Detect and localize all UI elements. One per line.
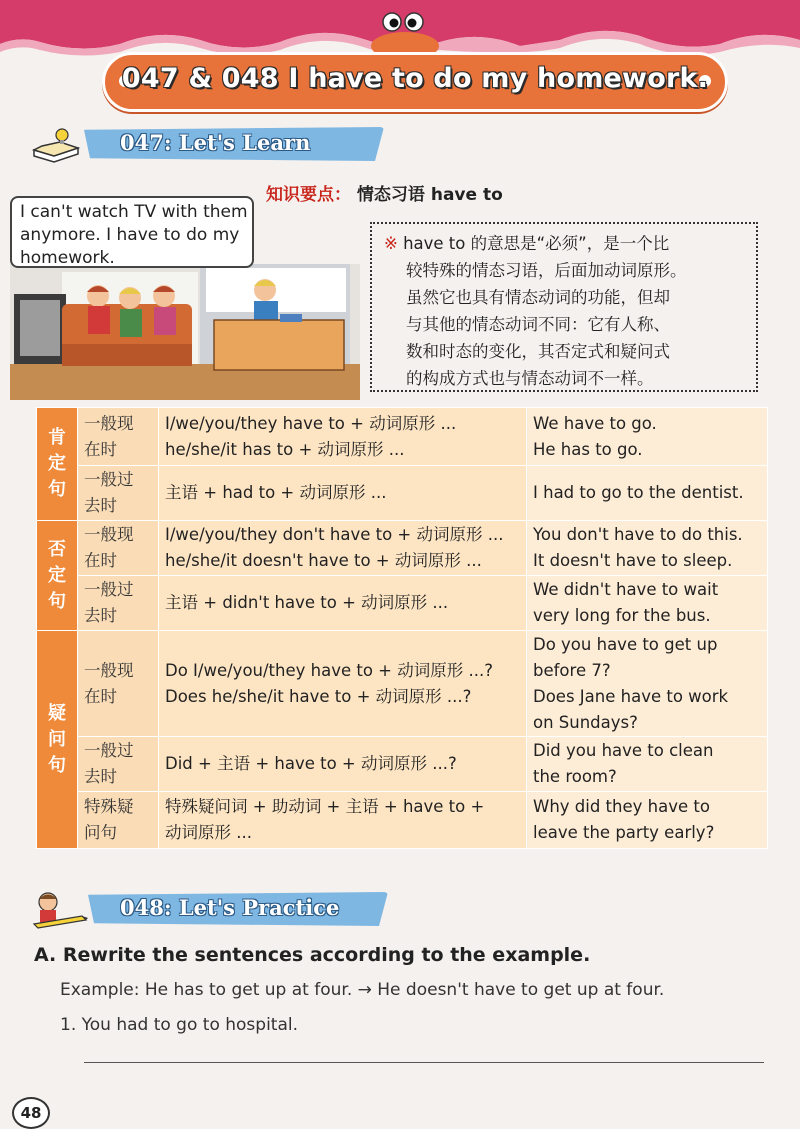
answer-line[interactable] (84, 1062, 764, 1063)
table-row (37, 631, 768, 737)
speech-bubble (10, 196, 254, 268)
example-line: Did you have to clean (533, 741, 714, 760)
structure-line: he/she/it has to + 动词原形 ... (165, 439, 405, 459)
structure-line: Do I/we/you/they have to + 动词原形 ...? (165, 660, 493, 680)
tense-cell: 一般现 在时 (78, 408, 159, 466)
practice-question-1: 1. You had to go to hospital. (60, 1015, 299, 1035)
structure-line: 主语 + had to + 动词原形 ... (165, 483, 387, 502)
structure-cell (159, 631, 527, 737)
example-line: Do you have to get up (533, 634, 718, 654)
structure-line: 动词原形 ... (165, 823, 252, 842)
structure-line: 主语 + didn't have to + 动词原形 ... (165, 593, 449, 612)
example-line: the room? (533, 767, 617, 786)
structure-cell (159, 792, 527, 849)
key-point-label (266, 180, 503, 205)
category-question: 疑 问 句 (37, 631, 78, 849)
illustration (10, 264, 360, 400)
speech-line-2: anymore. I have to do my (20, 225, 240, 245)
example-cell (527, 521, 768, 576)
speech-line-1: I can't watch TV with them (20, 202, 248, 222)
structure-line: Did + 主语 + have to + 动词原形 ...? (165, 754, 457, 773)
example-line: We didn't have to wait (533, 580, 719, 599)
key-point-topic: 情态习语 have to (356, 185, 503, 205)
structure-line: Does he/she/it have to + 动词原形 ...? (165, 686, 472, 706)
structure-cell (159, 521, 527, 576)
example-cell (527, 737, 768, 792)
tense-cell: 一般过 去时 (78, 466, 159, 521)
structure-cell (159, 408, 527, 466)
practice-example: Example: He has to get up at four. → He doesn't have to get up at four. (60, 980, 665, 1000)
structure-line: he/she/it doesn't have to + 动词原形 ... (165, 551, 482, 570)
tense-cell: 一般现 在时 (78, 631, 159, 737)
example-cell (527, 408, 768, 466)
note-line-1: have to 的意思是“必须”，是一个比 (403, 234, 670, 253)
example-line: We have to go. (533, 413, 657, 433)
note-line-4: 与其他的情态动词不同：它有人称、 (406, 315, 670, 334)
key-point-title: 知识要点： (266, 185, 351, 205)
learn-heading: 047: Let's Learn (120, 130, 311, 155)
structure-line: I/we/you/they don't have to + 动词原形 ... (165, 525, 504, 544)
example-line: I had to go to the dentist. (533, 483, 744, 502)
page-title: 047 & 048 I have to do my homework. (121, 63, 709, 94)
example-line: He has to go. (533, 439, 643, 459)
grammar-table (36, 407, 768, 849)
speech-line-3: homework. (20, 248, 115, 268)
category-negative: 否 定 句 (37, 521, 78, 631)
example-line: Why did they have to (533, 797, 710, 816)
tense-cell: 一般过 去时 (78, 576, 159, 631)
structure-cell (159, 576, 527, 631)
example-line: very long for the bus. (533, 606, 711, 625)
example-cell (527, 576, 768, 631)
tense-cell: 特殊疑 问句 (78, 792, 159, 849)
note-mark: ※ (384, 234, 398, 253)
example-line: on Sundays? (533, 712, 638, 732)
tense-cell: 一般过 去时 (78, 737, 159, 792)
pencil-kid-icon (30, 890, 90, 934)
practice-heading: 048: Let's Practice (120, 895, 340, 920)
note-line-3: 虽然它也具有情态动词的功能，但却 (406, 288, 670, 307)
table-row (37, 521, 768, 576)
table-row (37, 408, 768, 466)
practice-instruction: A. Rewrite the sentences according to the example. (34, 944, 591, 966)
table-row (37, 576, 768, 631)
category-affirmative: 肯 定 句 (37, 408, 78, 521)
table-row (37, 737, 768, 792)
table-row (37, 466, 768, 521)
book-icon (30, 126, 82, 166)
header-decoration (0, 0, 800, 60)
structure-line: 特殊疑问词 + 助动词 + 主语 + have to + (165, 797, 485, 816)
example-line: before 7? (533, 660, 611, 680)
example-cell (527, 466, 768, 521)
example-line: You don't have to do this. (533, 525, 743, 544)
note-line-6: 的构成方式也与情态动词不一样。 (406, 369, 654, 388)
example-cell (527, 631, 768, 737)
structure-cell (159, 466, 527, 521)
title-banner (102, 52, 728, 112)
note-line-2: 较特殊的情态习语，后面加动词原形。 (406, 261, 687, 280)
structure-cell (159, 737, 527, 792)
note-line-5: 数和时态的变化，其否定式和疑问式 (406, 342, 670, 361)
example-line: It doesn't have to sleep. (533, 551, 733, 570)
table-row (37, 792, 768, 849)
tense-cell: 一般现 在时 (78, 521, 159, 576)
note-box (370, 222, 758, 392)
structure-line: I/we/you/they have to + 动词原形 ... (165, 413, 457, 433)
example-cell (527, 792, 768, 849)
page-number: 48 (12, 1097, 50, 1129)
example-line: leave the party early? (533, 823, 715, 842)
example-line: Does Jane have to work (533, 686, 729, 706)
